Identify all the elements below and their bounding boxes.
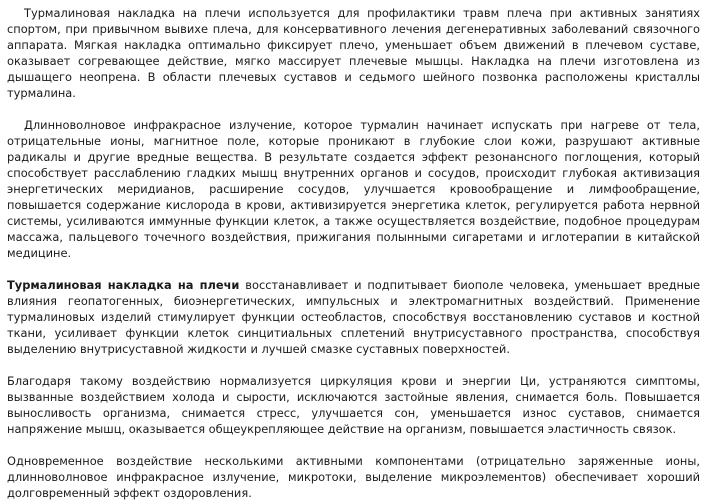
paragraph-biofield-lead: Турмалиновая накладка на плечи — [7, 278, 240, 292]
paragraph-biofield — [7, 277, 700, 357]
paragraph-combined-effect: Одновременное воздействие несколькими активными компонентами (отрицательно заряженные ионы, длинноволновое инфракрасное излучение, микротоки, выделение микроэлементов) обеспечивает хороший долговременный эффект оздоровления. — [7, 454, 700, 500]
paragraph-circulation: Благодаря такому воздействию нормализуется циркуляция крови и энергии Ци, устраняются симптомы, вызванные воздействием холода и сырости, исключаются застойные явления, снимается боль. Повышается выносливость организма, снимается стресс, улучшается сон, уменьшается износ суставов, снимается напряжение мышц, оказывается общеукрепляющее действие на организм, повышается эластичность связок. — [7, 374, 700, 436]
paragraph-biofield-text: восстанавливает и подпитывает биополе человека, уменьшает вредные влияния геопатогенных, биоэнергетических, импульсных и электромагнитных воздействий. Применение турмалиновых изделий стимулирует функции остеобластов, способствуя восстановлению суставов и костной ткани, усиливает функции клеток синцитиальных сплетений внутрисуставного пространства, способствуя выделению внутрисуставной жидкости и лучшей смазке суставных поверхностей. — [7, 278, 700, 356]
paragraph-intro: Турмалиновая накладка на плечи используется для профилактики травм плеча при активных занятиях спортом, при привычном вывихе плеча, для консервативного лечения дегенеративных заболеваний связочного аппарата. Мягкая накладка оптимально фиксирует плечо, уменьшает объем движений в плечевом суставе, оказывает согревающее действие, мягко массирует плечевые мышцы. Накладка на плечи изготовлена из дышащего неопрена. В области плечевых суставов и седьмого шейного позвонка расположены кристаллы турмалина. — [7, 6, 700, 100]
paragraph-infrared: Длинноволновое инфракрасное излучение, которое турмалин начинает испускать при нагреве от тела, отрицательные ионы, магнитное поле, которые проникают в глубокие слои кожи, разрушают активные радикалы и другие вредные вещества. В результате создается эффект резонансного поглощения, который способствует расслаблению гладких мышц внутренних органов и сосудов, происходит глубокая активизация энергетических меридианов, расширение сосудов, улучшается кровообращение и лимфообращение, повышается содержание кислорода в крови, активизируется энергетика клеток, регулируется работа нервной системы, усиливаются иммунные функции клеток, а также осуществляется воздействие, подобное процедурам массажа, пальцевого точечного воздействия, прижигания полынными сигаретами и иглотерапии в китайской медицине. — [7, 118, 700, 260]
